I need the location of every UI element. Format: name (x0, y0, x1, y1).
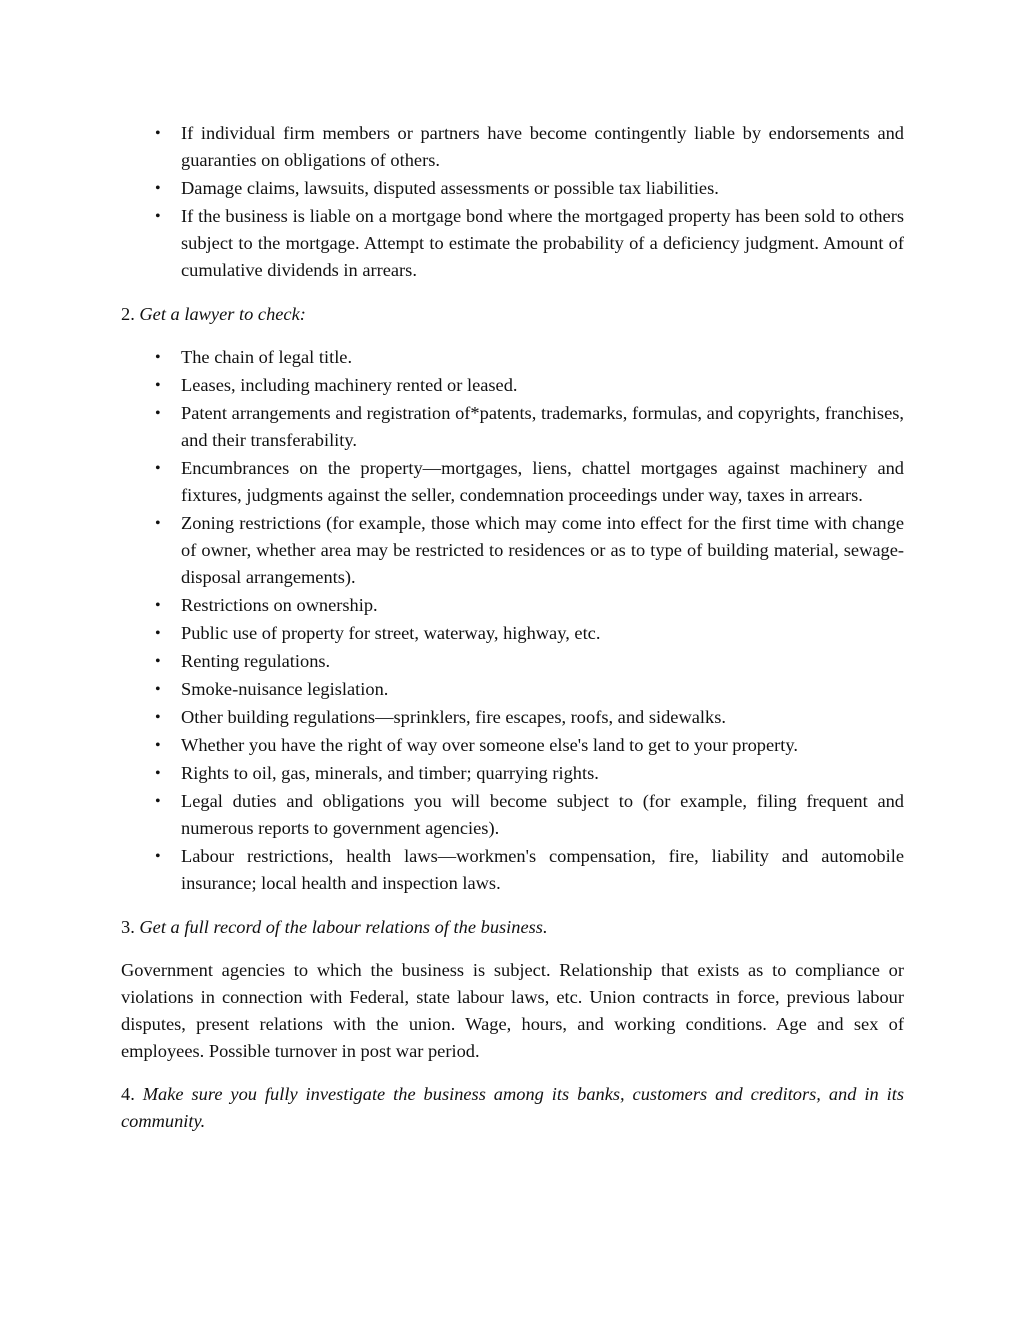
list-item-text: Patent arrangements and registration of*patents, trademarks, formulas, and copyrights, franchises, and their transferability. (181, 403, 904, 450)
list-item (121, 175, 904, 202)
bullet-icon: • (155, 793, 161, 810)
section-number: 3. (121, 917, 135, 937)
liabilities-list (121, 120, 904, 284)
list-item (121, 704, 904, 731)
section-title: Get a full record of the labour relations of the business. (139, 917, 548, 937)
bullet-icon: • (155, 848, 161, 865)
list-item-text: Other building regulations—sprinklers, fire escapes, roofs, and sidewalks. (181, 707, 726, 727)
list-item (121, 843, 904, 897)
list-item-text: Rights to oil, gas, minerals, and timber; quarrying rights. (181, 763, 599, 783)
bullet-icon: • (155, 208, 161, 225)
bullet-icon: • (155, 405, 161, 422)
section-number: 2. (121, 304, 135, 324)
list-item-text: If the business is liable on a mortgage bond where the mortgaged property has been sold to others subject to the mortgage. Attempt to estimate the probability of a deficiency judgment. Amount of cumulative dividends in arrears. (181, 206, 904, 280)
list-item-text: Public use of property for street, waterway, highway, etc. (181, 623, 601, 643)
bullet-icon: • (155, 681, 161, 698)
list-item (121, 120, 904, 174)
section-4-heading (121, 1081, 904, 1135)
list-item-text: Smoke-nuisance legislation. (181, 679, 389, 699)
list-item-text: The chain of legal title. (181, 347, 353, 367)
list-item (121, 760, 904, 787)
list-item-text: If individual firm members or partners have become contingently liable by endorsements and guaranties on obligations of others. (181, 123, 904, 170)
section-title: Make sure you fully investigate the business among its banks, customers and creditors, and in its community. (121, 1084, 904, 1131)
bullet-icon: • (155, 377, 161, 394)
list-item (121, 510, 904, 591)
list-item (121, 788, 904, 842)
list-item-text: Legal duties and obligations you will become subject to (for example, filing frequent and numerous reports to government agencies). (181, 791, 904, 838)
section-number: 4. (121, 1084, 135, 1104)
bullet-icon: • (155, 625, 161, 642)
section-title: Get a lawyer to check: (139, 304, 306, 324)
bullet-icon: • (155, 125, 161, 142)
bullet-icon: • (155, 460, 161, 477)
bullet-icon: • (155, 709, 161, 726)
list-item (121, 620, 904, 647)
section-3-body: Government agencies to which the business is subject. Relationship that exists as to compliance or violations in connection with Federal, state labour laws, etc. Union contracts in force, previous labour disputes, present relations with the union. Wage, hours, and working conditions. Age and sex of employees. Possible turnover in post war period. (121, 960, 904, 1061)
bullet-icon: • (155, 180, 161, 197)
list-item (121, 400, 904, 454)
list-item (121, 732, 904, 759)
bullet-icon: • (155, 597, 161, 614)
bullet-icon: • (155, 653, 161, 670)
list-item (121, 203, 904, 284)
page-content (121, 120, 904, 1135)
section-2-heading (121, 301, 904, 328)
list-item-text: Whether you have the right of way over someone else's land to get to your property. (181, 735, 799, 755)
lawyer-checklist (121, 344, 904, 897)
bullet-icon: • (155, 349, 161, 366)
list-item (121, 455, 904, 509)
list-item-text: Damage claims, lawsuits, disputed assessments or possible tax liabilities. (181, 178, 719, 198)
list-item-text: Zoning restrictions (for example, those which may come into effect for the first time with change of owner, whether area may be restricted to residences or as to type of building material, sewage-disposal arrangements). (181, 513, 904, 587)
bullet-icon: • (155, 765, 161, 782)
list-item-text: Leases, including machinery rented or leased. (181, 375, 518, 395)
list-item (121, 592, 904, 619)
section-3-heading (121, 914, 904, 941)
bullet-icon: • (155, 737, 161, 754)
list-item-text: Restrictions on ownership. (181, 595, 378, 615)
list-item-text: Labour restrictions, health laws—workmen's compensation, fire, liability and automobile insurance; local health and inspection laws. (181, 846, 904, 893)
list-item-text: Renting regulations. (181, 651, 331, 671)
list-item (121, 648, 904, 675)
list-item (121, 344, 904, 371)
bullet-icon: • (155, 515, 161, 532)
list-item (121, 676, 904, 703)
list-item-text: Encumbrances on the property—mortgages, liens, chattel mortgages against machinery and fixtures, judgments against the seller, condemnation proceedings under way, taxes in arrears. (181, 458, 904, 505)
list-item (121, 372, 904, 399)
